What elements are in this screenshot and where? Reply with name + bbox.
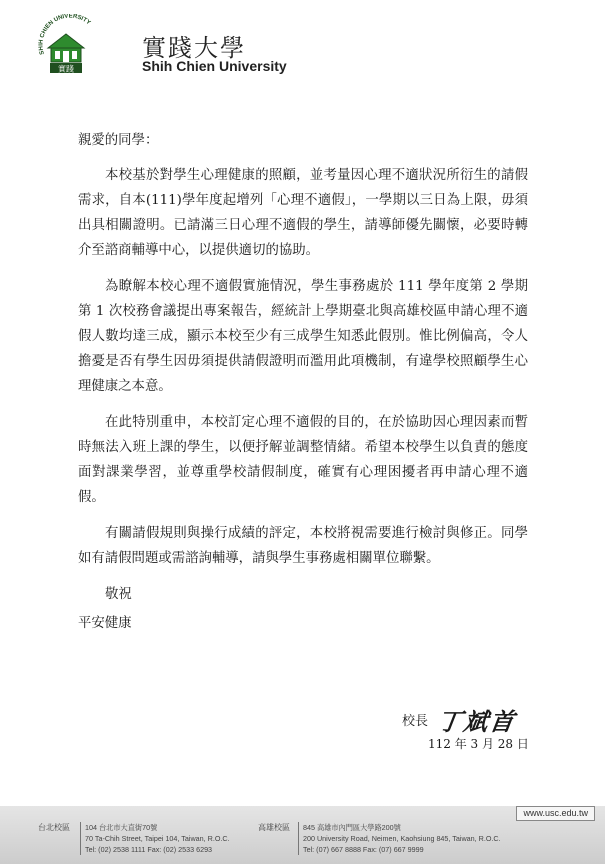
paragraph-1: 本校基於對學生心理健康的照顧，並考量因心理不適狀況所衍生的請假需求，自本(111)學年度起增列「心理不適假」，一學期以三日為上限，毋須出具相關證明。已請滿三日心理不適假的學生，請導師優先關懷，必要時轉介至諮商輔導中心，以提供適切的協助。 (78, 168, 528, 258)
logo-arc-text: SHIH CHIEN UNIVERSITY (38, 14, 92, 56)
university-logo (38, 14, 100, 76)
greeting: 親愛的同學： (78, 133, 159, 148)
closing-salutation: 敬祝 (105, 587, 132, 602)
signature-block (402, 702, 516, 737)
kaohsiung-campus-label: 高雄校區 (258, 823, 290, 832)
letter-date: 112 年 3 月 28 日 (428, 737, 529, 751)
signoff-title: 校長 (402, 714, 429, 729)
paragraph-4: 有關請假規則與操行成績的評定，本校將視需要進行檢討與修正。同學如有請假問題或需諮詢輔導，請與學生事務處相關單位聯繫。 (78, 526, 528, 566)
letter-body (78, 128, 528, 636)
university-seal-icon (38, 14, 100, 76)
taipei-campus-label: 台北校區 (38, 823, 70, 832)
kaohsiung-phone: Tel: (07) 667 8888 Fax: (07) 667 9999 (303, 845, 424, 854)
letterhead (38, 14, 298, 78)
kaohsiung-address-en: 200 University Road, Neimen, Kaohsiung 845, Taiwan, R.O.C. (303, 834, 501, 843)
kaohsiung-address (298, 822, 501, 855)
taipei-address-zh: 104 台北市大直街70號 (85, 823, 158, 832)
kaohsiung-address-zh: 845 高雄市內門區大學路200號 (303, 823, 401, 832)
closing-wish: 平安健康 (78, 616, 132, 631)
taipei-address (80, 822, 230, 855)
footer (0, 806, 605, 864)
taipei-phone: Tel: (02) 2538 1111 Fax: (02) 2533 6293 (85, 845, 213, 854)
website-link[interactable]: www.usc.edu.tw (516, 806, 595, 821)
logo-badge-text: 實踐 (58, 64, 74, 74)
university-name-chinese: 實踐大學 (142, 34, 246, 62)
paragraph-3: 在此特別重申，本校訂定心理不適假的目的，在於協助因心理因素而暫時無法入班上課的學生，以便抒解並調整情緒。希望本校學生以負責的態度面對課業學習，並尊重學校請假制度，確實有心理困擾者再申請心理不適假。 (78, 415, 528, 505)
university-name-english: Shih Chien University (142, 58, 287, 74)
taipei-address-en: 70 Ta-Chih Street, Taipei 104, Taiwan, R.O.C. (85, 834, 230, 843)
president-signature: 丁斌首 (435, 707, 518, 736)
paragraph-2: 為瞭解本校心理不適假實施情況，學生事務處於 111 學年度第 2 學期第 1 次校務會議提出專案報告，經統計上學期臺北與高雄校區申請心理不適假人數均達三成，顯示本校至少有三成學生知悉此假別。惟比例偏高，令人擔憂是否有學生因毋須提供請假證明而濫用此項機制，有違學校照顧學生心理健康之本意。 (78, 279, 528, 394)
